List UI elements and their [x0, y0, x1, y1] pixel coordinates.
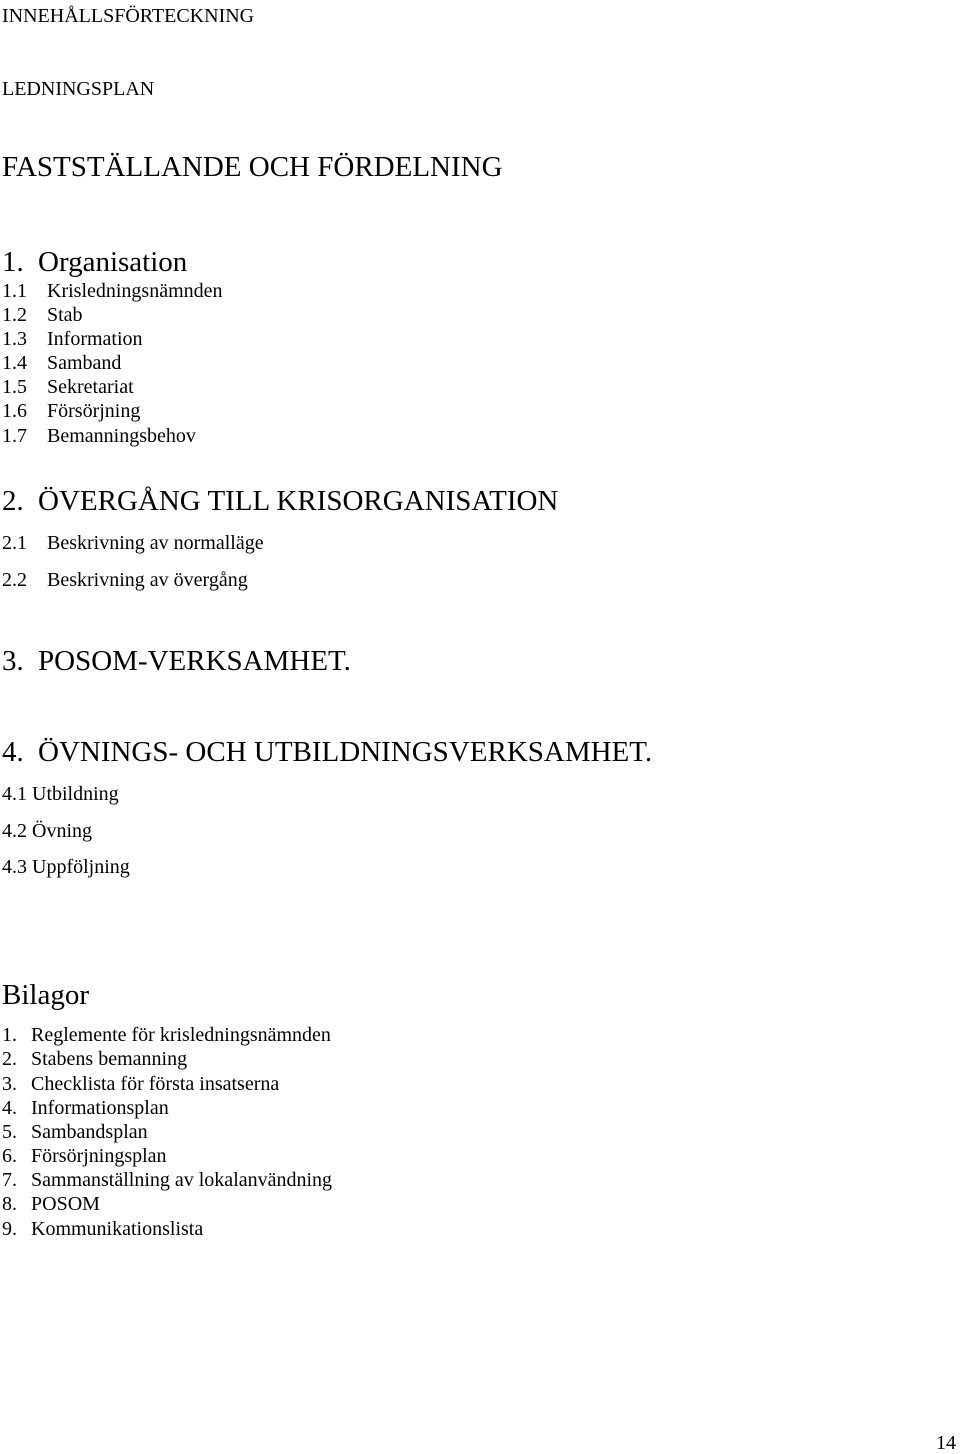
ledningsplan-heading: LEDNINGSPLAN	[2, 78, 155, 100]
section-title: Organisation	[38, 246, 188, 278]
subsection-number: 1.4	[2, 352, 27, 374]
subsection-2-2	[2, 570, 248, 590]
section-1-heading	[2, 248, 187, 277]
subsection-1-5	[2, 377, 134, 397]
subsection-label: Samband	[47, 352, 122, 374]
subsection-label: Beskrivning av normalläge	[47, 532, 264, 554]
subsection-1-3	[2, 329, 143, 349]
subsection-4-2: 4.2 Övning	[2, 820, 92, 842]
subsection-1-1	[2, 281, 223, 301]
subsection-number: 1.3	[2, 328, 27, 350]
section-number: 3.	[2, 645, 24, 677]
subsection-2-1	[2, 533, 264, 553]
section-2-heading	[2, 487, 558, 516]
bilaga-number: 2.	[2, 1048, 17, 1070]
bilaga-item	[2, 1098, 169, 1118]
bilaga-label: Sambandsplan	[31, 1121, 148, 1143]
subsection-number: 1.7	[2, 425, 27, 447]
section-3-heading	[2, 647, 351, 676]
subsection-number: 1.5	[2, 376, 27, 398]
bilaga-label: Kommunikationslista	[31, 1218, 204, 1240]
bilaga-number: 9.	[2, 1218, 17, 1240]
bilaga-number: 6.	[2, 1145, 17, 1167]
subsection-1-4	[2, 353, 121, 373]
section-number: 2.	[2, 485, 24, 517]
bilaga-item	[2, 1146, 167, 1166]
bilaga-number: 5.	[2, 1121, 17, 1143]
subsection-1-7	[2, 426, 196, 446]
bilaga-label: Försörjningsplan	[31, 1145, 167, 1167]
section-title: ÖVERGÅNG TILL KRISORGANISATION	[38, 485, 559, 517]
subsection-number: 2.1	[2, 532, 27, 554]
bilaga-label: POSOM	[31, 1193, 100, 1215]
bilaga-item	[2, 1170, 332, 1190]
section-number: 4.	[2, 736, 24, 768]
bilaga-label: Stabens bemanning	[31, 1048, 188, 1070]
faststallande-heading: FASTSTÄLLANDE OCH FÖRDELNING	[2, 151, 503, 183]
subsection-label: Beskrivning av övergång	[47, 569, 248, 591]
bilaga-label: Reglemente för krisledningsnämnden	[31, 1024, 331, 1046]
subsection-number: 1.2	[2, 304, 27, 326]
toc-title: INNEHÅLLSFÖRTECKNING	[2, 5, 255, 27]
section-title: ÖVNINGS- OCH UTBILDNINGSVERKSAMHET.	[38, 736, 653, 768]
bilaga-number: 3.	[2, 1073, 17, 1095]
bilaga-item	[2, 1049, 187, 1069]
section-title: POSOM-VERKSAMHET.	[38, 645, 351, 677]
subsection-number: 2.2	[2, 569, 27, 591]
bilaga-item	[2, 1025, 331, 1045]
bilaga-item	[2, 1219, 203, 1239]
page-number: 14	[936, 1432, 956, 1454]
subsection-1-6	[2, 401, 140, 421]
bilaga-number: 1.	[2, 1024, 17, 1046]
bilaga-item	[2, 1074, 279, 1094]
subsection-4-3: 4.3 Uppföljning	[2, 856, 130, 878]
subsection-1-2	[2, 305, 83, 325]
bilaga-number: 7.	[2, 1169, 17, 1191]
section-number: 1.	[2, 246, 24, 278]
subsection-number: 1.1	[2, 280, 27, 302]
bilaga-label: Sammanställning av lokalanvändning	[31, 1169, 333, 1191]
subsection-4-1: 4.1 Utbildning	[2, 783, 119, 805]
subsection-label: Krisledningsnämnden	[47, 280, 223, 302]
bilaga-item	[2, 1122, 148, 1142]
bilaga-number: 4.	[2, 1097, 17, 1119]
subsection-label: Sekretariat	[47, 376, 134, 398]
subsection-label: Information	[47, 328, 143, 350]
bilagor-heading: Bilagor	[2, 979, 89, 1011]
subsection-label: Stab	[47, 304, 83, 326]
subsection-number: 1.6	[2, 400, 27, 422]
subsection-label: Försörjning	[47, 400, 141, 422]
bilaga-number: 8.	[2, 1193, 17, 1215]
section-4-heading	[2, 738, 652, 767]
bilaga-label: Informationsplan	[31, 1097, 169, 1119]
bilaga-label: Checklista för första insatserna	[31, 1073, 280, 1095]
subsection-label: Bemanningsbehov	[47, 425, 196, 447]
bilaga-item	[2, 1194, 100, 1214]
